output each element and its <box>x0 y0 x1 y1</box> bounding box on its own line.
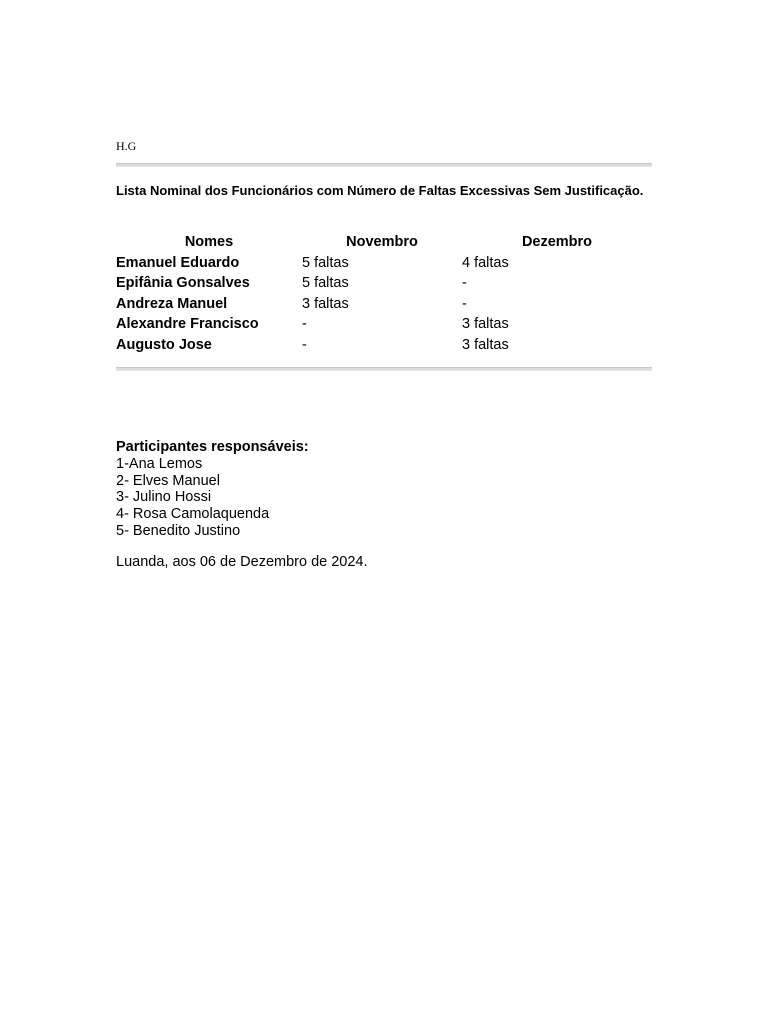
participant-item: 4- Rosa Camolaquenda <box>116 506 270 523</box>
table-row <box>116 253 652 274</box>
participant-item: 1-Ana Lemos <box>116 455 203 472</box>
employee-name: Augusto Jose <box>116 336 212 353</box>
header-code: H.G <box>116 139 137 153</box>
participants-heading: Participantes responsáveis: <box>116 439 309 455</box>
column-header-dezembro: Dezembro <box>521 234 593 251</box>
employee-name: Andreza Manuel <box>116 295 228 312</box>
dezembro-value: 3 faltas <box>462 316 509 333</box>
novembro-value: - <box>302 336 307 353</box>
table-row <box>116 314 652 335</box>
participant-item: 5- Benedito Justino <box>116 522 241 539</box>
novembro-value: 5 faltas <box>302 275 349 292</box>
dezembro-value: - <box>462 275 467 292</box>
employee-name: Epifânia Gonsalves <box>116 275 250 292</box>
table-row <box>116 273 652 294</box>
closing-date-line: Luanda, aos 06 de Dezembro de 2024. <box>116 554 368 570</box>
dezembro-value: 4 faltas <box>462 254 509 271</box>
document-title: Lista Nominal dos Funcionários com Número de Faltas Excessivas Sem Justificação. <box>116 183 644 198</box>
participants-section <box>116 439 309 540</box>
top-divider <box>116 163 652 167</box>
employee-name: Emanuel Eduardo <box>116 254 240 271</box>
table-header-row <box>116 232 652 253</box>
dezembro-value: - <box>462 295 467 312</box>
table-row <box>116 294 652 315</box>
novembro-value: 5 faltas <box>302 254 349 271</box>
employee-name: Alexandre Francisco <box>116 316 259 333</box>
table-row <box>116 335 652 356</box>
participant-item: 2- Elves Manuel <box>116 472 220 489</box>
dezembro-value: 3 faltas <box>462 336 509 353</box>
bottom-divider <box>116 367 652 371</box>
column-header-nomes: Nomes <box>184 234 234 251</box>
column-header-novembro: Novembro <box>346 234 418 251</box>
participant-item: 3- Julino Hossi <box>116 489 212 506</box>
absence-table <box>116 232 652 355</box>
novembro-value: 3 faltas <box>302 295 349 312</box>
novembro-value: - <box>302 316 307 333</box>
